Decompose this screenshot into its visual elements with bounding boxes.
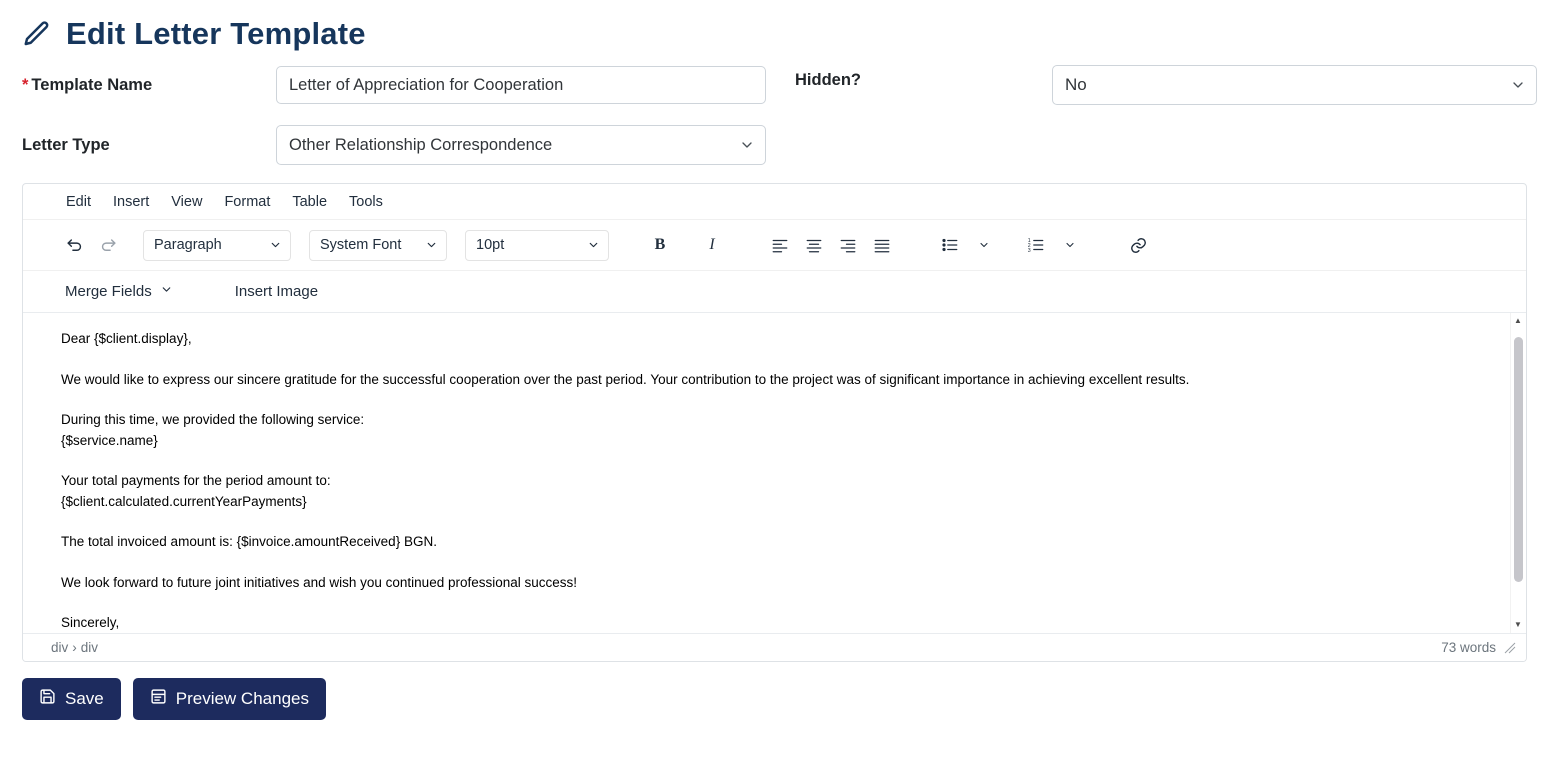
numbered-list-dropdown-icon[interactable] — [1053, 230, 1087, 260]
letter-type-select[interactable] — [276, 125, 766, 165]
page-title: Edit Letter Template — [66, 16, 366, 51]
chevron-down-icon — [587, 239, 600, 252]
letter-payments-intro: Your total payments for the period amount to: — [61, 473, 331, 489]
save-button-label: Save — [65, 689, 104, 708]
template-name-input[interactable] — [276, 66, 766, 104]
font-size-value: 10pt — [476, 237, 505, 253]
menu-tools[interactable]: Tools — [349, 193, 383, 210]
pencil-icon — [22, 19, 52, 49]
font-family-value: System Font — [320, 237, 402, 253]
editor-toolbar — [23, 220, 1526, 271]
block-format-select[interactable] — [143, 230, 291, 261]
align-left-icon[interactable] — [763, 230, 797, 260]
menu-insert[interactable]: Insert — [113, 193, 150, 210]
letter-type-select-value: Other Relationship Correspondence — [289, 135, 553, 154]
hidden-label: Hidden? — [795, 71, 861, 89]
rich-text-editor — [22, 183, 1527, 662]
scroll-up-arrow-icon[interactable]: ▲ — [1514, 315, 1522, 325]
align-center-icon[interactable] — [797, 230, 831, 260]
resize-handle-icon[interactable] — [1504, 642, 1516, 654]
word-count: 73 words — [1441, 640, 1496, 655]
bold-button[interactable]: B — [654, 236, 666, 253]
link-icon[interactable] — [1121, 230, 1155, 260]
numbered-list-icon[interactable] — [1019, 230, 1053, 260]
letter-paragraph-1: We would like to express our sincere gratitude for the successful cooperation over the past period. Your contribution to the project was of significant importance in achieving excellent results. — [61, 371, 1190, 387]
letter-service-field: {$service.name} — [61, 432, 158, 448]
page-header — [0, 0, 1549, 49]
hidden-select-value: No — [1065, 75, 1087, 94]
bullet-list-dropdown-icon[interactable] — [967, 230, 1001, 260]
template-name-row — [22, 63, 1527, 107]
top-strip — [0, 0, 1549, 4]
letter-signoff: Sincerely, — [61, 615, 120, 631]
svg-text:3: 3 — [1027, 247, 1031, 254]
preview-changes-button[interactable] — [133, 678, 326, 720]
insert-image-button[interactable]: Insert Image — [234, 283, 319, 300]
menu-table[interactable]: Table — [292, 193, 328, 210]
element-path — [51, 640, 98, 655]
template-name-label-text: Template Name — [31, 75, 153, 94]
hidden-select[interactable] — [1052, 65, 1537, 105]
bullet-list-icon[interactable] — [933, 230, 967, 260]
merge-fields-label: Merge Fields — [65, 283, 152, 300]
italic-button[interactable]: I — [709, 236, 715, 253]
letter-invoice-line: The total invoiced amount is: {$invoice.amountReceived} BGN. — [61, 534, 437, 550]
scrollbar-thumb[interactable] — [1514, 337, 1523, 582]
element-path-separator: › — [72, 640, 77, 655]
chevron-down-icon — [160, 283, 173, 300]
svg-text:1: 1 — [1027, 238, 1031, 244]
undo-icon[interactable] — [57, 230, 91, 260]
hidden-select-box[interactable] — [1052, 65, 1537, 105]
menu-format[interactable]: Format — [224, 193, 271, 210]
letter-type-label: Letter Type — [22, 135, 110, 154]
letter-type-select-box[interactable] — [276, 125, 766, 165]
svg-text:2: 2 — [1027, 242, 1031, 249]
save-icon — [39, 688, 56, 710]
editor-content-area[interactable] — [23, 313, 1526, 633]
editor-custom-toolbar — [23, 271, 1526, 313]
template-name-label — [22, 76, 276, 95]
letter-greeting: Dear {$client.display}, — [61, 331, 192, 346]
preview-icon — [150, 688, 167, 710]
font-family-select[interactable] — [309, 230, 447, 261]
required-marker: * — [22, 75, 29, 94]
editor-vertical-scrollbar[interactable] — [1510, 313, 1525, 633]
editor-statusbar — [23, 633, 1526, 661]
menu-view[interactable]: View — [171, 193, 203, 210]
align-justify-icon[interactable] — [865, 230, 899, 260]
font-size-select[interactable] — [465, 230, 609, 261]
letter-payments-field: {$client.calculated.currentYearPayments} — [61, 493, 307, 509]
footer-actions — [0, 662, 1549, 720]
block-format-value: Paragraph — [154, 237, 222, 253]
editor-menubar — [23, 184, 1526, 220]
letter-service-intro: During this time, we provided the following service: — [61, 412, 365, 428]
menu-edit[interactable]: Edit — [66, 193, 91, 210]
merge-fields-button[interactable] — [57, 279, 181, 304]
form-area — [0, 63, 1549, 167]
scroll-down-arrow-icon[interactable]: ▼ — [1514, 619, 1522, 629]
preview-button-label: Preview Changes — [175, 689, 309, 708]
chevron-down-icon — [425, 239, 438, 252]
letter-type-row — [22, 123, 1527, 167]
redo-icon[interactable] — [91, 230, 125, 260]
save-button[interactable] — [22, 678, 121, 720]
chevron-down-icon — [269, 239, 282, 252]
letter-closing-wish: We look forward to future joint initiatives and wish you continued professional success! — [61, 574, 578, 590]
element-path-second[interactable]: div — [80, 640, 99, 655]
element-path-first[interactable]: div — [51, 640, 69, 655]
align-right-icon[interactable] — [831, 230, 865, 260]
